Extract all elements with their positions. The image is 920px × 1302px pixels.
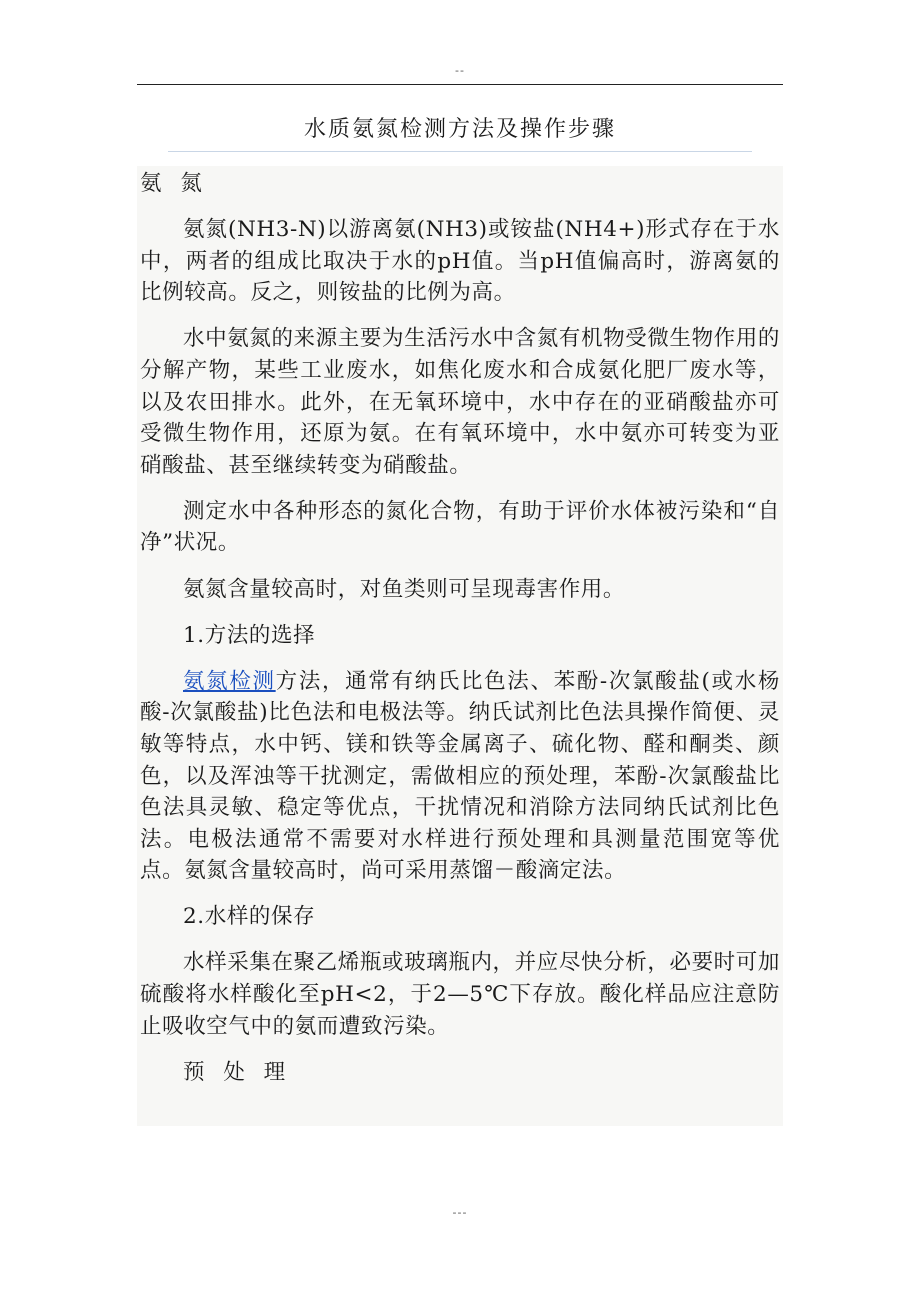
- document-title: 水质氨氮检测方法及操作步骤: [303, 117, 616, 142]
- section-heading-ammonia: 氨 氮: [140, 171, 208, 196]
- paragraph-method: [140, 666, 780, 887]
- method-text: 方法，通常有纳氏比色法、苯酚-次氯酸盐(或水杨酸-次氯酸盐)比色法和电极法等。纳氏试剂比色法具操作简便、灵敏等特点，水中钙、镁和铁等金属离子、硫化物、醛和酮类、颜色，以及浑浊等干扰测定，需做相应的预处理，苯酚-次氯酸盐比色法具灵敏、稳定等优点，干扰情况和消除方法同纳氏试剂比色法。电极法通常不需要对水样进行预处理和具测量范围宽等优点。氨氮含量较高时，尚可采用蒸馏－酸滴定法。: [140, 668, 780, 884]
- page-header-mark: --: [455, 64, 465, 77]
- paragraph-significance: 测定水中各种形态的氮化合物，有助于评价水体被污染和“自净”状况。: [140, 498, 780, 556]
- section-title-storage: 2.水样的保存: [183, 904, 316, 930]
- title-divider: [168, 151, 752, 152]
- paragraph-sources: 水中氨氮的来源主要为生活污水中含氮有机物受微生物作用的分解产物，某些工业废水，如焦化废水和合成氨化肥厂废水等，以及农田排水。此外，在无氧环境中，水中存在的亚硝酸盐亦可受微生物作用，还原为氨。在有氧环境中，水中氨亦可转变为亚硝酸盐、甚至继续转变为硝酸盐。: [140, 326, 780, 478]
- header-divider: [137, 84, 783, 85]
- paragraph-definition: 氨氮(NH3-N)以游离氨(NH3)或铵盐(NH4+)形式存在于水中，两者的组成比取决于水的pH值。当pH值偏高时，游离氨的比例较高。反之，则铵盐的比例为高。: [140, 217, 780, 306]
- section-title-method: 1.方法的选择: [183, 622, 316, 648]
- paragraph-toxicity: 氨氮含量较高时，对鱼类则可呈现毒害作用。: [183, 576, 626, 602]
- paragraph-storage: 水样采集在聚乙烯瓶或玻璃瓶内，并应尽快分析，必要时可加硫酸将水样酸化至pH<2，于2—5℃下存放。酸化样品应注意防止吸收空气中的氨而遭致污染。: [140, 950, 780, 1039]
- page-footer-mark: ---: [452, 1206, 468, 1219]
- document-body: [137, 166, 783, 1126]
- ammonia-detection-link[interactable]: 氨氮检测: [183, 668, 276, 694]
- section-heading-pretreatment: 预 处 理: [183, 1059, 292, 1085]
